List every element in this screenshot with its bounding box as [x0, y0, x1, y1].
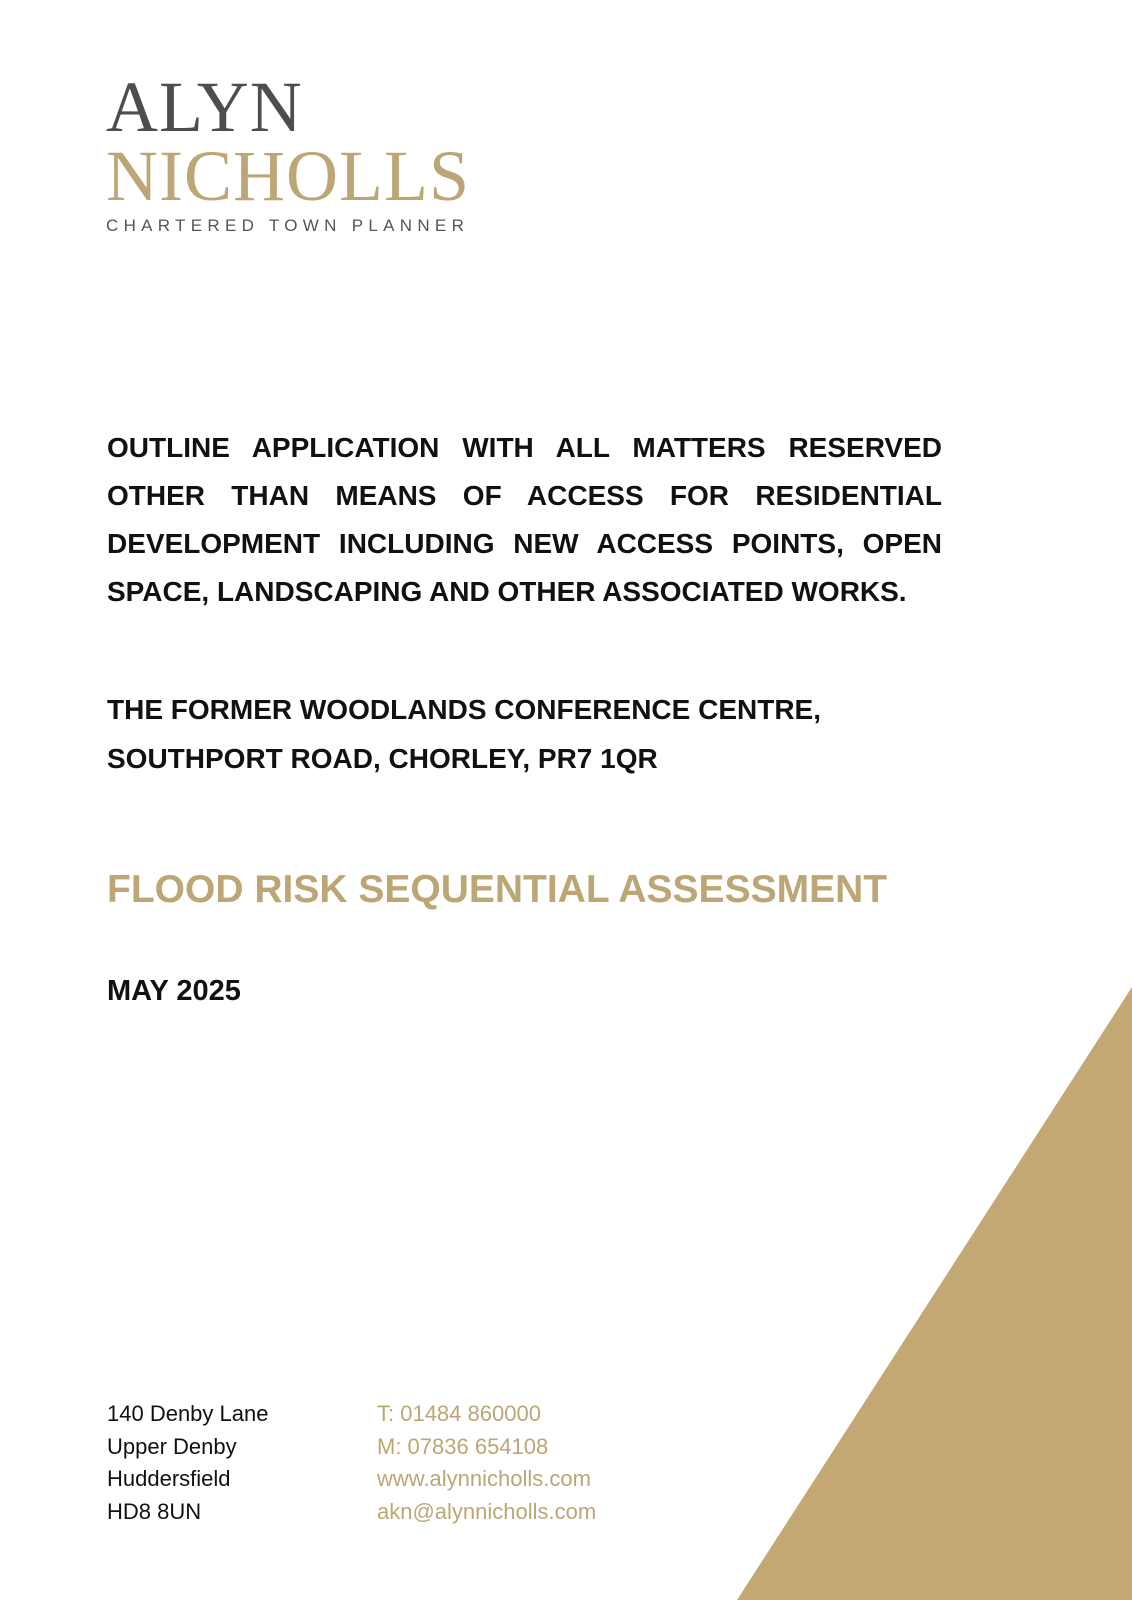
site-address-line: THE FORMER WOODLANDS CONFERENCE CENTRE,	[107, 694, 821, 725]
telephone-number: T: 01484 860000	[377, 1401, 541, 1426]
mobile-number: M: 07836 654108	[377, 1433, 549, 1459]
document-date: MAY 2025	[107, 975, 241, 1007]
logo-tagline: CHARTERED TOWN PLANNER	[106, 216, 470, 235]
address-line: HD8 8UN	[107, 1498, 202, 1524]
corner-triangle-shape	[737, 987, 1132, 1600]
address-line: Upper Denby	[107, 1433, 237, 1459]
site-address-line: SOUTHPORT ROAD, CHORLEY, PR7 1QR	[107, 743, 658, 774]
application-description: OUTLINE APPLICATION WITH ALL MATTERS RESERVED OTHER THAN MEANS OF ACCESS FOR RESIDENTIAL DEVELOPMENT INCLUDING NEW ACCESS POINTS, OPEN SPACE, LANDSCAPING AND OTHER ASSOCIATED WORKS.	[107, 432, 942, 607]
document-title: FLOOD RISK SEQUENTIAL ASSESSMENT	[107, 868, 888, 911]
site-address	[107, 685, 942, 783]
address-line: 140 Denby Lane	[107, 1401, 269, 1426]
logo-surname: NICHOLLS	[106, 136, 470, 216]
postal-address	[107, 1398, 268, 1528]
company-logo	[106, 67, 526, 236]
address-line: Huddersfield	[107, 1466, 231, 1491]
logo-first-name: ALYN	[106, 67, 303, 147]
website-link[interactable]: www.alynnicholls.com	[377, 1466, 591, 1491]
contact-details	[377, 1398, 596, 1528]
email-link[interactable]: akn@alynnicholls.com	[377, 1498, 597, 1524]
